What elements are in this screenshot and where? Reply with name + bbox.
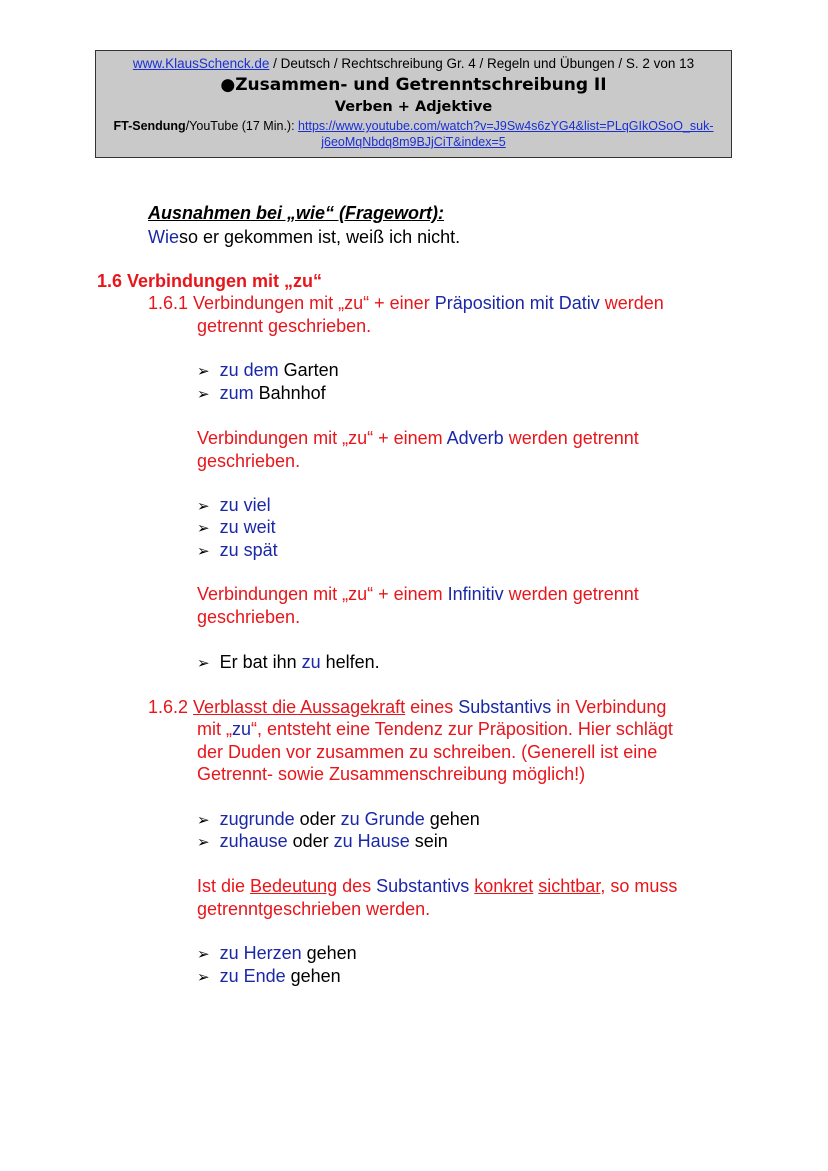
list-item: ➢ zu spät (197, 540, 278, 560)
concrete-rule-line2: getrenntgeschrieben werden. (197, 899, 431, 919)
exception-example (148, 226, 460, 249)
page-subtitle: Verben + Adjektive (334, 99, 493, 115)
ft-rest: /YouTube (17 Min.): (185, 119, 299, 133)
infinitive-rule-line1: Verbindungen mit „zu“ + einem Infinitiv werden getrennt (197, 584, 639, 604)
page-header (95, 50, 732, 158)
arrow-bullet-icon: ➢ (197, 362, 210, 380)
infinitive-rule-line2: geschrieben. (197, 607, 301, 627)
breadcrumb: / Deutsch / Rechtschreibung Gr. 4 / Regeln und Übungen / S. 2 von 13 (269, 56, 695, 71)
title-text: Zusammen- und Getrenntschreibung II (235, 75, 607, 95)
video-link[interactable]: https://www.youtube.com/watch?v=J9Sw4s6zYG4&list=PLqGIkOSoO_suk- (298, 119, 714, 133)
s162-line4: Getrennt- sowie Zusammenschreibung möglich!) (197, 764, 586, 784)
s161-line1: 1.6.1 Verbindungen mit „zu“ + einer Präposition mit Dativ werden (148, 293, 664, 313)
list-item: ➢ zu Ende gehen (197, 966, 341, 986)
video-link-continued[interactable]: j6eoMqNbdq8m9BJjCiT&index=5 (321, 135, 506, 149)
list-item: ➢ zu viel (197, 495, 271, 515)
concrete-rule-line1: Ist die Bedeutung des Substantivs konkret sichtbar, so muss (197, 876, 678, 896)
site-link[interactable]: www.KlausSchenck.de (132, 56, 270, 71)
arrow-bullet-icon: ➢ (197, 497, 210, 515)
adverb-rule-line1: Verbindungen mit „zu“ + einem Adverb werden getrennt (197, 428, 639, 448)
exception-heading: Ausnahmen bei „wie“ (Fragewort): (148, 203, 445, 223)
list-item: ➢ zugrunde oder zu Grunde gehen (197, 809, 480, 829)
title-bullet-icon: ● (220, 75, 236, 95)
arrow-bullet-icon: ➢ (197, 833, 210, 851)
list-item: ➢ zu weit (197, 517, 276, 537)
s162-line1: 1.6.2 Verblasst die Aussagekraft eines Substantivs in Verbindung (148, 697, 667, 717)
ft-label: FT-Sendung (113, 119, 186, 133)
header-breadcrumb-row (96, 56, 731, 72)
arrow-bullet-icon: ➢ (197, 519, 210, 537)
list-item: ➢ zu dem Garten (197, 360, 339, 380)
arrow-bullet-icon: ➢ (197, 968, 210, 986)
list-item: ➢ zum Bahnhof (197, 383, 326, 403)
ex-fragewort: Wie (148, 227, 179, 247)
list-item: ➢ Er bat ihn zu helfen. (197, 652, 380, 672)
s161-line2: getrennt geschrieben. (197, 316, 372, 336)
ex-rest: so er gekommen ist, weiß ich nicht. (179, 227, 461, 247)
page-title (96, 74, 731, 96)
s162-line3: der Duden vor zusammen zu schreiben. (Generell ist eine (197, 742, 658, 762)
arrow-bullet-icon: ➢ (197, 811, 210, 829)
video-reference (96, 118, 731, 150)
arrow-bullet-icon: ➢ (197, 542, 210, 560)
s162-line2: mit „zu“, entsteht eine Tendenz zur Präposition. Hier schlägt (197, 719, 673, 739)
arrow-bullet-icon: ➢ (197, 385, 210, 403)
list-item: ➢ zu Herzen gehen (197, 943, 357, 963)
list-item: ➢ zuhause oder zu Hause sein (197, 831, 448, 851)
arrow-bullet-icon: ➢ (197, 945, 210, 963)
section-heading: 1.6 Verbindungen mit „zu“ (97, 271, 323, 291)
arrow-bullet-icon: ➢ (197, 654, 210, 672)
adverb-rule-line2: geschrieben. (197, 451, 301, 471)
